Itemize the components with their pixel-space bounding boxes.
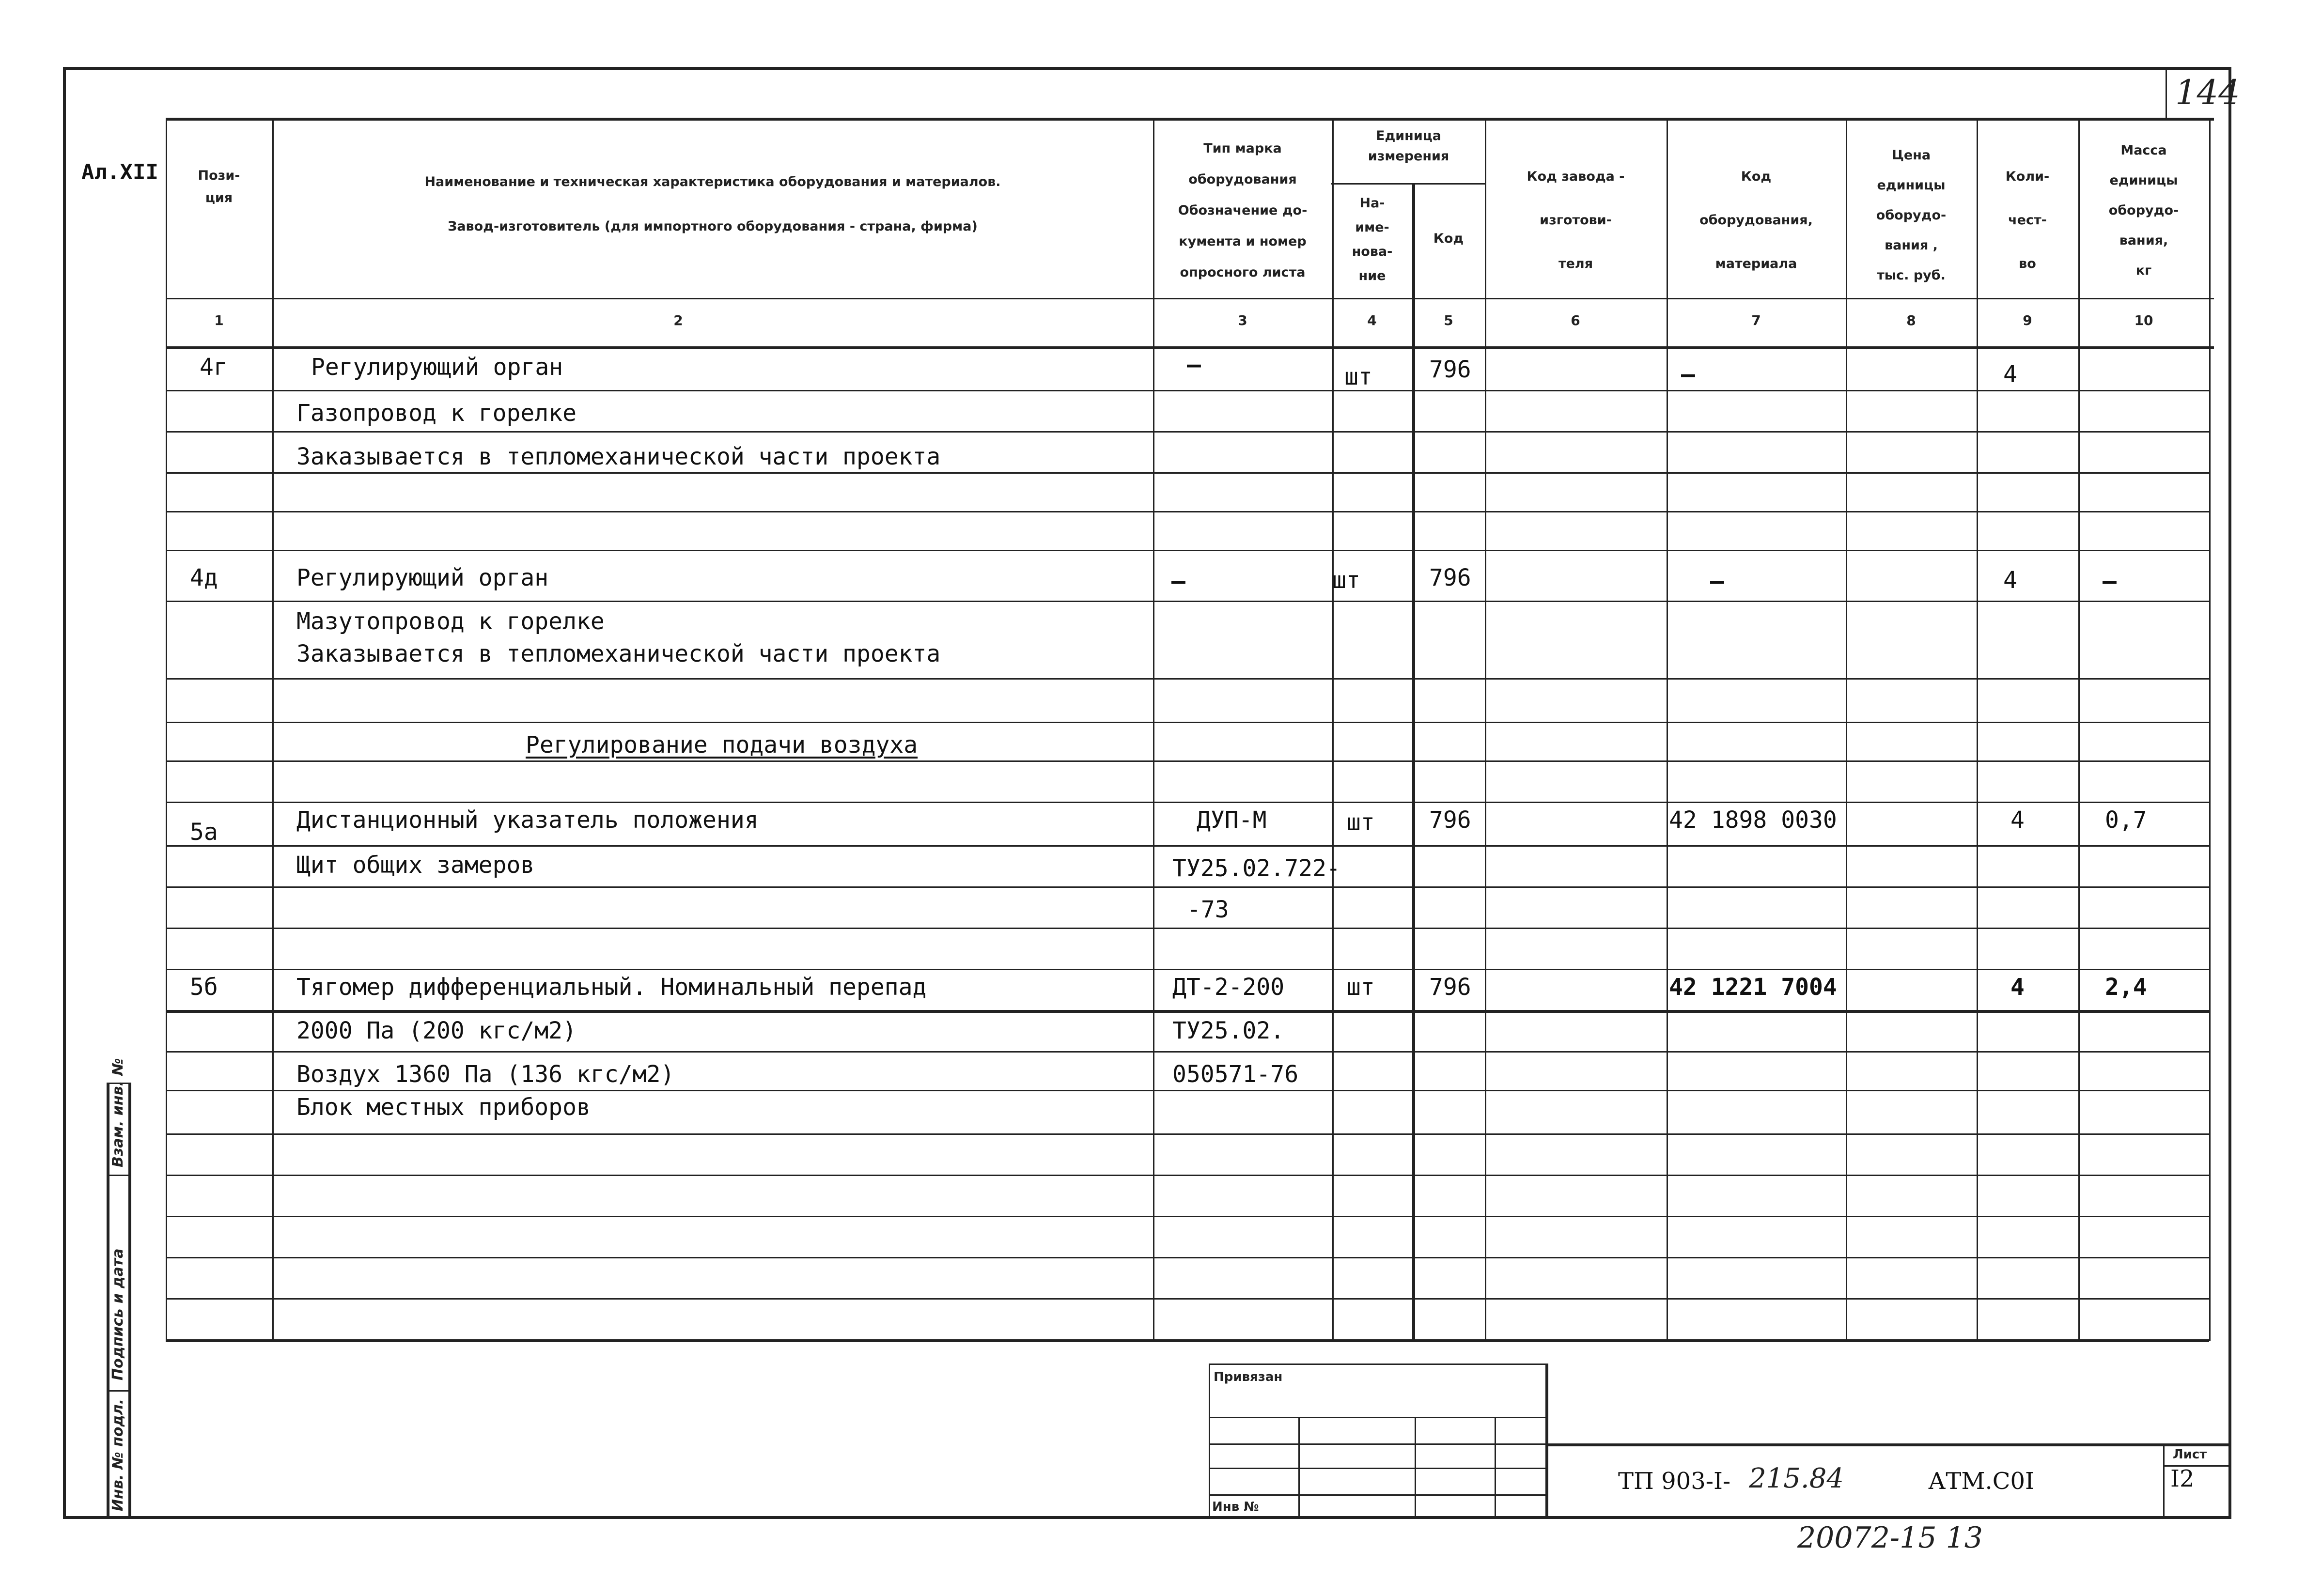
column-number: 3 bbox=[1238, 312, 1247, 328]
row-line bbox=[166, 678, 2209, 680]
stamp-sheet-label: Лист bbox=[2173, 1447, 2207, 1462]
row-line bbox=[166, 1051, 2209, 1053]
column-number: 8 bbox=[1906, 312, 1916, 328]
row-line bbox=[166, 511, 2209, 512]
stamp-line bbox=[2163, 1443, 2165, 1519]
header-name: Наименование и техническая характеристика оборудования и материалов. Завод-изготовитель (для импортного оборудования - страна, фирма) bbox=[424, 174, 1001, 234]
table-bottom bbox=[166, 1339, 2209, 1342]
stamp-line bbox=[1209, 1494, 1545, 1496]
cell-type: – bbox=[1187, 351, 1201, 378]
header-unit-code: Код bbox=[1433, 231, 1464, 246]
cell-position: 5б bbox=[190, 974, 218, 1001]
page-number-box-left bbox=[2166, 67, 2167, 118]
cell-type: ДУП-М bbox=[1197, 806, 1267, 834]
bottom-handwritten-number: 20072-15 13 bbox=[1797, 1521, 1983, 1555]
cell-type: 050571-76 bbox=[1172, 1061, 1299, 1088]
cell-equipment-code: – bbox=[1681, 361, 1695, 388]
cell-name: Мазутопровод к горелке bbox=[296, 608, 605, 635]
sheet-label: Ал.XII bbox=[81, 160, 158, 185]
frame-bottom bbox=[63, 1516, 2231, 1519]
col-divider bbox=[2209, 118, 2211, 1341]
col-divider bbox=[1332, 118, 1334, 1341]
cell-name: Регулирующий орган bbox=[296, 564, 549, 591]
column-number: 5 bbox=[1444, 312, 1453, 328]
cell-name: Блок местных приборов bbox=[296, 1094, 591, 1121]
column-number: 7 bbox=[1751, 312, 1761, 328]
stamp-line bbox=[1209, 1443, 1545, 1445]
unit-group-divider bbox=[1331, 183, 1485, 185]
cell-quantity: 4 bbox=[2003, 361, 2017, 388]
cell-type: ТУ25.02. bbox=[1172, 1017, 1285, 1044]
cell-name: Тягомер дифференциальный. Номинальный перепад bbox=[296, 974, 927, 1001]
cell-code: 796 bbox=[1429, 564, 1471, 591]
cell-unit: шт bbox=[1347, 974, 1375, 1001]
column-number: 9 bbox=[2023, 312, 2032, 328]
cell-quantity: 4 bbox=[2003, 567, 2017, 594]
row-line bbox=[166, 1257, 2209, 1258]
row-line bbox=[166, 1090, 2209, 1091]
cell-type: – bbox=[1171, 568, 1185, 595]
column-number: 2 bbox=[673, 312, 683, 328]
column-number: 4 bbox=[1367, 312, 1377, 328]
row-line bbox=[166, 390, 2209, 391]
cell-name: Заказывается в тепломеханической части проекта bbox=[296, 640, 941, 667]
side-label-inv-podl: Инв. № подл. bbox=[109, 1398, 126, 1511]
col-divider bbox=[1412, 183, 1415, 1341]
side-label-signature-date: Подпись и дата bbox=[109, 1248, 126, 1380]
cell-name: Щит общих замеров bbox=[296, 852, 535, 879]
row-line bbox=[166, 550, 2209, 551]
cell-mass: – bbox=[2103, 568, 2117, 595]
header-factory-code: Код завода - изготови- теля bbox=[1527, 169, 1625, 271]
row-line bbox=[166, 1216, 2209, 1217]
side-strip-line bbox=[128, 1083, 131, 1519]
row-line bbox=[166, 431, 2209, 433]
side-label-vzam-inv: Взам. инв. № bbox=[109, 1058, 126, 1167]
col-divider bbox=[1153, 118, 1154, 1341]
cell-equipment-code: 42 1898 0030 bbox=[1669, 806, 1837, 834]
cell-name: Дистанционный указатель положения bbox=[296, 806, 759, 834]
table-top bbox=[166, 118, 2214, 121]
doc-code-handwritten: 215.84 bbox=[1749, 1463, 1844, 1494]
col-divider bbox=[1667, 118, 1668, 1341]
header-unit-name: На- име- нова- ние bbox=[1352, 196, 1393, 283]
row-line bbox=[166, 1298, 2209, 1300]
cell-code: 796 bbox=[1429, 806, 1471, 834]
row-line bbox=[166, 722, 2209, 723]
doc-mark: АТМ.С0I bbox=[1928, 1468, 2034, 1495]
section-heading: Регулирование подачи воздуха bbox=[526, 731, 918, 759]
row-line bbox=[166, 928, 2209, 929]
stamp-line bbox=[1545, 1364, 1548, 1519]
colnum-bottom bbox=[166, 346, 2214, 349]
header-quantity: Коли- чест- во bbox=[2005, 169, 2050, 271]
col-divider bbox=[1485, 118, 1486, 1341]
stamp-inv-no: Инв № bbox=[1212, 1500, 1259, 1514]
cell-code: 796 bbox=[1429, 974, 1471, 1001]
row-line bbox=[166, 1175, 2209, 1176]
frame-top bbox=[63, 67, 2228, 70]
stamp-line bbox=[1209, 1417, 1545, 1418]
cell-name: Регулирующий орган bbox=[311, 354, 563, 381]
cell-mass: 0,7 bbox=[2105, 806, 2147, 834]
cell-name: 2000 Па (200 кгс/м2) bbox=[296, 1017, 576, 1044]
cell-mass: 2,4 bbox=[2105, 974, 2147, 1001]
row-line bbox=[166, 760, 2209, 762]
doc-code-prefix: ТП 903-I- bbox=[1618, 1468, 1731, 1495]
stamp-sheet-number: I2 bbox=[2170, 1465, 2195, 1492]
col-divider bbox=[272, 118, 274, 1341]
row-line bbox=[166, 886, 2209, 888]
row-line bbox=[166, 802, 2209, 803]
cell-quantity: 4 bbox=[2010, 806, 2025, 834]
col-divider bbox=[1846, 118, 1847, 1341]
cell-type: -73 bbox=[1187, 896, 1229, 923]
row-line bbox=[166, 1010, 2209, 1013]
cell-name: Воздух 1360 Па (136 кгс/м2) bbox=[296, 1061, 675, 1088]
column-number: 6 bbox=[1571, 312, 1580, 328]
cell-equipment-code: 42 1221 7004 bbox=[1669, 974, 1837, 1001]
cell-type: ДТ-2-200 bbox=[1172, 974, 1285, 1001]
cell-unit: шт bbox=[1347, 809, 1375, 836]
side-strip-line bbox=[107, 1175, 128, 1176]
col-divider bbox=[166, 118, 167, 1341]
cell-type: ТУ25.02.722- bbox=[1172, 855, 1340, 882]
frame-left bbox=[63, 67, 66, 1519]
side-strip-line bbox=[107, 1390, 128, 1392]
stamp-line bbox=[1545, 1443, 2228, 1446]
cell-position: 4г bbox=[200, 354, 228, 381]
cell-unit: шт bbox=[1344, 363, 1372, 390]
row-line bbox=[166, 601, 2209, 602]
col-divider bbox=[2078, 118, 2080, 1341]
stamp-line bbox=[1209, 1364, 1545, 1365]
cell-name: Заказывается в тепломеханической части проекта bbox=[296, 443, 941, 470]
cell-quantity: 4 bbox=[2010, 974, 2025, 1001]
header-equipment-code: Код оборудования, материала bbox=[1699, 169, 1813, 271]
cell-position: 5а bbox=[190, 819, 218, 846]
header-price: Цена единицы оборудо- вания , тыс. руб. bbox=[1876, 148, 1947, 283]
cell-code: 796 bbox=[1429, 356, 1471, 383]
frame-right bbox=[2228, 67, 2231, 1519]
cell-equipment-code: – bbox=[1710, 568, 1724, 595]
row-line bbox=[166, 845, 2209, 847]
header-type: Тип марка оборудования Обозначение до- кумента и номер опросного листа bbox=[1178, 141, 1308, 280]
row-line bbox=[166, 472, 2209, 474]
row-line bbox=[166, 969, 2209, 970]
stamp-line bbox=[1209, 1468, 1545, 1469]
cell-name: Газопровод к горелке bbox=[296, 400, 576, 427]
header-bottom bbox=[166, 298, 2214, 299]
header-position: Пози- ция bbox=[198, 168, 240, 205]
col-divider bbox=[1977, 118, 1978, 1341]
column-number: 1 bbox=[214, 312, 224, 328]
header-unit-group: Единица измерения bbox=[1368, 128, 1449, 164]
row-line bbox=[166, 1133, 2209, 1135]
stamp-privyazan: Привязан bbox=[1214, 1370, 1283, 1384]
cell-unit: шт bbox=[1332, 567, 1360, 594]
column-number: 10 bbox=[2134, 312, 2153, 328]
cell-position: 4д bbox=[190, 564, 218, 591]
page-number-top: 144 bbox=[2175, 73, 2240, 112]
header-mass: Масса единицы оборудо- вания, кг bbox=[2108, 143, 2179, 278]
